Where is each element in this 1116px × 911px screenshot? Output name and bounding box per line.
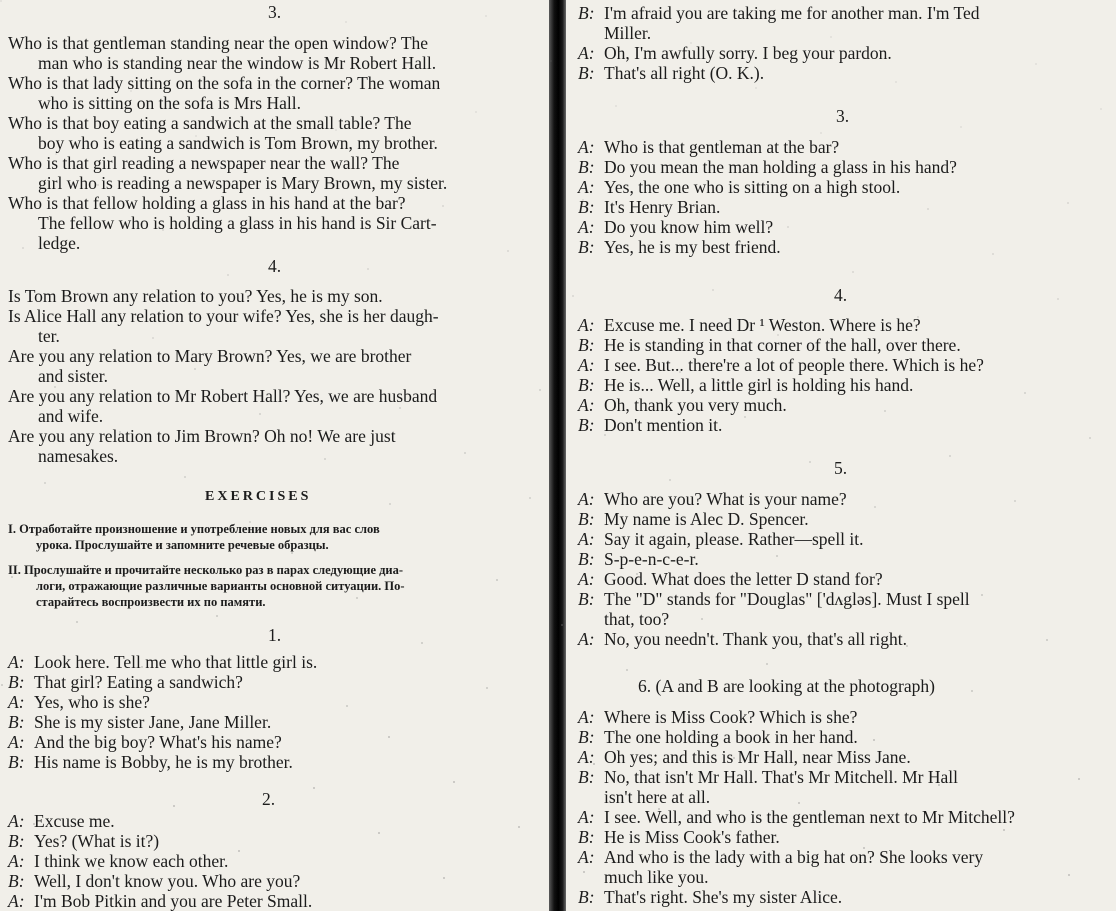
section-number-3: 3. <box>268 2 282 22</box>
dialogue-line <box>578 609 669 629</box>
dialogue-text: And the big boy? What's his name? <box>34 732 282 752</box>
dialogue-text: And who is the lady with a big hat on? She looks very <box>604 847 984 867</box>
scan-speckle <box>615 105 617 107</box>
book-spine-gutter <box>549 0 566 911</box>
dialogue-text: I see. But... there're a lot of people there. Which is he? <box>604 355 984 375</box>
scan-speckle <box>162 229 164 231</box>
scan-speckle <box>1100 108 1102 110</box>
scan-speckle <box>1089 437 1091 439</box>
scan-speckle <box>529 497 531 499</box>
scan-speckle <box>335 129 337 131</box>
dialogue-text: Oh, thank you very much. <box>604 395 787 415</box>
scan-speckle <box>873 739 875 741</box>
dialogue-text: Oh, I'm awfully sorry. I beg your pardon. <box>604 43 892 63</box>
scan-speckle <box>766 663 768 665</box>
speaker-label: A: <box>8 851 25 871</box>
dialogue-text: The one holding a book in her hand. <box>604 727 858 747</box>
speaker-label: B: <box>8 752 25 772</box>
dialogue-text: Miller. <box>604 23 652 43</box>
dialogue-line <box>578 707 857 727</box>
scan-speckle <box>485 15 487 17</box>
text-line: Who is that fellow holding a glass in his hand at the bar? <box>8 193 406 213</box>
text-line: and wife. <box>38 406 104 426</box>
dialogue-line <box>8 732 282 752</box>
scan-speckle <box>809 461 811 463</box>
dialogue-line <box>578 335 961 355</box>
speaker-label: B: <box>578 415 595 435</box>
dialogue-line <box>578 787 710 807</box>
dialogue-line <box>578 63 764 83</box>
scan-speckle <box>874 506 876 508</box>
scan-speckle <box>44 482 46 484</box>
text-line: Who is that girl reading a newspaper near the wall? The <box>8 153 400 173</box>
dialogue-text: Well, I don't know you. Who are you? <box>34 871 301 891</box>
speaker-label: B: <box>578 727 595 747</box>
scan-speckle <box>712 289 714 291</box>
speaker-label: A: <box>578 529 595 549</box>
right-page <box>566 0 1116 911</box>
scan-speckle <box>399 407 401 409</box>
text-line: Is Tom Brown any relation to you? Yes, he is my son. <box>8 286 383 306</box>
text-line: Who is that lady sitting on the sofa in the corner? The woman <box>8 73 441 93</box>
dialogue-line <box>8 652 317 672</box>
text-line: namesakes. <box>38 446 119 466</box>
scan-speckle <box>1057 298 1059 300</box>
dialogue-line <box>578 847 983 867</box>
section-number-4: 4. <box>268 256 282 276</box>
dialogue-line <box>578 629 907 649</box>
text-line: who is sitting on the sofa is Mrs Hall. <box>38 93 301 113</box>
scan-speckle <box>227 274 229 276</box>
dialogue-line <box>8 712 271 732</box>
speaker-label: B: <box>578 237 595 257</box>
scan-speckle <box>496 579 498 581</box>
scan-speckle <box>442 205 444 207</box>
scan-speckle <box>249 521 251 523</box>
scan-speckle <box>798 802 800 804</box>
dialogue-line <box>8 871 300 891</box>
scan-speckle <box>248 742 250 744</box>
scan-speckle <box>1003 829 1005 831</box>
dialogue-text: Yes, who is she? <box>34 692 150 712</box>
scan-speckle <box>108 760 110 762</box>
speaker-label: B: <box>578 887 595 907</box>
scan-speckle <box>173 805 175 807</box>
scan-speckle <box>927 208 929 210</box>
scan-speckle <box>98 868 100 870</box>
scan-speckle <box>981 594 983 596</box>
scan-speckle <box>453 781 455 783</box>
dialogue-line <box>578 549 699 569</box>
dialogue-line <box>578 395 787 415</box>
scan-speckle <box>701 618 703 620</box>
dialogue-text: I see. Well, and who is the gentleman next to Mr Mitchell? <box>604 807 1015 827</box>
speaker-label: A: <box>578 43 595 63</box>
speaker-label: B: <box>578 549 595 569</box>
scan-speckle <box>1014 500 1016 502</box>
dialogue-text: My name is Alec D. Spencer. <box>604 509 809 529</box>
dialogue-line <box>578 137 839 157</box>
speaker-label: B: <box>578 63 595 83</box>
text-line: ter. <box>38 326 60 346</box>
scan-speckle <box>970 18 972 20</box>
speaker-label: A: <box>578 629 595 649</box>
scan-speckle <box>367 268 369 270</box>
speaker-label: B: <box>578 3 595 23</box>
dialogue-line <box>578 237 781 257</box>
scan-speckle <box>313 787 315 789</box>
scan-speckle <box>777 334 779 336</box>
speaker-label: A: <box>578 807 595 827</box>
scan-speckle <box>1067 202 1069 204</box>
dialogue-text: No, you needn't. Thank you, that's all right. <box>604 629 907 649</box>
scan-speckle <box>593 763 595 765</box>
speaker-label: A: <box>578 355 595 375</box>
dialogue-text: The "D" stands for "Douglas" ['dʌgləs]. Must I spell <box>604 589 970 609</box>
scan-speckle <box>194 368 196 370</box>
scan-speckle <box>464 452 466 454</box>
scan-speckle <box>119 431 121 433</box>
dialogue-line <box>578 867 709 887</box>
scan-speckle <box>65 45 67 47</box>
dialogue-line <box>578 23 651 43</box>
exercise-2-line-1: II. Прослушайте и прочитайте несколько раз в парах следующие диа- <box>8 563 404 577</box>
scan-speckle <box>281 660 283 662</box>
scan-speckle <box>518 826 520 828</box>
dialogue-line <box>578 157 957 177</box>
text-line: ledge. <box>38 233 81 253</box>
dialogue-text: That's all right (O. K.). <box>604 63 765 83</box>
dialogue-text: Yes, he is my best friend. <box>604 237 781 257</box>
dialogue-text: Where is Miss Cook? Which is she? <box>604 707 858 727</box>
scan-speckle <box>938 784 940 786</box>
dialogue-text: Excuse me. <box>34 811 115 831</box>
scan-speckle <box>507 250 509 252</box>
scan-speckle <box>658 808 660 810</box>
dialogue-text: Excuse me. I need Dr ¹ Weston. Where is he? <box>604 315 921 335</box>
dialogue-line <box>578 43 892 63</box>
exercise-1-line-2: урока. Прослушайте и запомните речевые образцы. <box>36 538 329 552</box>
speaker-label: B: <box>8 831 25 851</box>
speaker-label: B: <box>578 509 595 529</box>
scan-speckle <box>582 199 584 201</box>
scan-speckle <box>345 21 347 23</box>
scan-speckle <box>195 135 197 137</box>
dialogue-line <box>578 315 921 335</box>
dialogue-text: She is my sister Jane, Jane Miller. <box>34 712 272 732</box>
dialogue-line <box>578 217 773 237</box>
scan-speckle <box>0 0 2 2</box>
scan-speckle <box>302 223 304 225</box>
scan-speckle <box>388 736 390 738</box>
text-line: Are you any relation to Jim Brown? Oh no! We are just <box>8 426 396 446</box>
scan-speckle <box>820 132 822 134</box>
speaker-label: A: <box>578 747 595 767</box>
speaker-label: B: <box>8 672 25 692</box>
scan-speckle <box>87 292 89 294</box>
scan-speckle <box>152 337 154 339</box>
speaker-label: A: <box>578 569 595 589</box>
dialogue-line <box>8 752 293 772</box>
dialogue-text: Yes? (What is it?) <box>34 831 160 851</box>
speaker-label: B: <box>8 712 25 732</box>
scan-speckle <box>270 84 272 86</box>
dialogue-text: It's Henry Brian. <box>604 197 721 217</box>
scan-speckle <box>238 850 240 852</box>
dialogue-text: that, too? <box>604 609 670 629</box>
dialogue-line <box>578 197 720 217</box>
dialogue-line <box>578 589 970 609</box>
speaker-label: A: <box>8 692 25 712</box>
speaker-label: A: <box>578 395 595 415</box>
scan-speckle <box>151 570 153 572</box>
scan-speckle <box>291 552 293 554</box>
scan-speckle <box>54 386 56 388</box>
scan-speckle <box>184 476 186 478</box>
dialogue-number-4: 4. <box>834 285 848 305</box>
dialogue-text: That girl? Eating a sandwich? <box>34 672 243 692</box>
scan-speckle <box>324 458 326 460</box>
scan-speckle <box>604 434 606 436</box>
speaker-label: A: <box>8 652 25 672</box>
dialogue-line <box>8 692 150 712</box>
speaker-label: B: <box>578 197 595 217</box>
speaker-label: B: <box>578 589 595 609</box>
dialogue-text: That's right. She's my sister Alice. <box>604 887 843 907</box>
text-line: Are you any relation to Mr Robert Hall? Yes, we are husband <box>8 386 438 406</box>
dialogue-line <box>578 569 883 589</box>
scan-speckle <box>852 271 854 273</box>
dialogue-line <box>8 672 243 692</box>
text-line: Who is that boy eating a sandwich at the small table? The <box>8 113 412 133</box>
speaker-label: A: <box>578 847 595 867</box>
scan-speckle <box>432 313 434 315</box>
dialogue-number-6: 6. (A and B are looking at the photograph) <box>638 676 935 696</box>
dialogue-line <box>578 887 842 907</box>
dialogue-line <box>578 177 900 197</box>
scan-speckle <box>1046 639 1048 641</box>
dialogue-line <box>578 827 780 847</box>
speaker-label: B: <box>578 375 595 395</box>
dialogue-text: I'm afraid you are taking me for another man. I'm Ted <box>604 3 980 23</box>
scan-speckle <box>626 669 628 671</box>
scan-speckle <box>259 413 261 415</box>
scan-speckle <box>76 621 78 623</box>
scan-speckle <box>205 39 207 41</box>
speaker-label: B: <box>578 157 595 177</box>
speaker-label: A: <box>578 177 595 197</box>
scan-speckle <box>776 555 778 557</box>
scan-speckle <box>917 316 919 318</box>
scan-speckle <box>679 371 681 373</box>
scan-speckle <box>992 253 994 255</box>
scan-speckle <box>11 576 13 578</box>
text-line: Are you any relation to Mary Brown? Yes, we are brother <box>8 346 412 366</box>
scan-speckle <box>378 832 380 834</box>
scan-speckle <box>475 111 477 113</box>
dialogue-text: He is... Well, a little girl is holding his hand. <box>604 375 914 395</box>
dialogue-line <box>578 529 864 549</box>
scan-speckle <box>1078 778 1080 780</box>
scan-speckle <box>884 410 886 412</box>
dialogue-text: Do you mean the man holding a glass in his hand? <box>604 157 957 177</box>
scan-speckle <box>389 503 391 505</box>
dialogue-text: Say it again, please. Rather—spell it. <box>604 529 864 549</box>
dialogue-text: He is Miss Cook's father. <box>604 827 780 847</box>
dialogue-line <box>8 851 228 871</box>
exercise-1-line-1: I. Отработайте произношение и употребление новых для вас слов <box>8 522 380 536</box>
scan-speckle <box>949 455 951 457</box>
scan-speckle <box>356 597 358 599</box>
scan-speckle <box>636 573 638 575</box>
dialogue-line <box>578 767 958 787</box>
scan-speckle <box>421 642 423 644</box>
scan-speckle <box>583 871 585 873</box>
speaker-label: A: <box>578 137 595 157</box>
left-page <box>0 0 550 911</box>
scan-speckle <box>787 226 789 228</box>
scan-speckle <box>539 389 541 391</box>
scan-speckle <box>346 705 348 707</box>
scan-speckle <box>733 757 735 759</box>
scan-speckle <box>561 624 563 626</box>
scan-speckle <box>1 684 3 686</box>
speaker-label: B: <box>8 871 25 891</box>
scan-speckle <box>130 90 132 92</box>
scan-speckle <box>830 36 832 38</box>
scan-speckle <box>669 479 671 481</box>
speaker-label: A: <box>8 891 25 911</box>
scan-speckle <box>690 42 692 44</box>
scan-speckle <box>443 877 445 879</box>
text-line: Who is that gentleman standing near the open window? The <box>8 33 429 53</box>
dialogue-number-2: 2. <box>262 789 276 809</box>
scan-speckle <box>863 847 865 849</box>
dialogue-text: isn't here at all. <box>604 787 711 807</box>
scan-speckle <box>410 66 412 68</box>
dialogue-number-3: 3. <box>836 106 850 126</box>
text-line: The fellow who is holding a glass in his hand is Sir Cart- <box>38 213 437 233</box>
scan-speckle <box>141 666 143 668</box>
dialogue-text: Oh yes; and this is Mr Hall, near Miss Jane. <box>604 747 911 767</box>
scan-speckle <box>895 81 897 83</box>
speaker-label: A: <box>8 811 25 831</box>
dialogue-line <box>578 355 984 375</box>
dialogue-text: Don't mention it. <box>604 415 723 435</box>
dialogue-line <box>578 747 911 767</box>
dialogue-text: His name is Bobby, he is my brother. <box>34 752 293 772</box>
dialogue-number-1: 1. <box>268 625 282 645</box>
dialogue-line <box>8 811 115 831</box>
exercises-heading: EXERCISES <box>205 489 312 504</box>
scan-speckle <box>723 853 725 855</box>
dialogue-text: Do you know him well? <box>604 217 774 237</box>
dialogue-line <box>578 3 980 23</box>
speaker-label: B: <box>578 767 595 787</box>
scan-speckle <box>216 615 218 617</box>
dialogue-line <box>578 727 858 747</box>
scan-speckle <box>572 295 574 297</box>
text-line: Is Alice Hall any relation to your wife? Yes, she is her daugh- <box>8 306 439 326</box>
dialogue-text: No, that isn't Mr Hall. That's Mr Mitchell. Mr Hall <box>604 767 958 787</box>
dialogue-number-5: 5. <box>834 458 848 478</box>
scan-speckle <box>971 690 973 692</box>
exercise-2-line-2: логи, отражающие различные варианты основной ситуации. По- <box>36 579 405 593</box>
scan-speckle <box>744 416 746 418</box>
dialogue-text: I think we know each other. <box>34 851 229 871</box>
scan-speckle <box>841 600 843 602</box>
scan-speckle <box>292 319 294 321</box>
scan-speckle <box>55 153 57 155</box>
scan-speckle <box>97 184 99 186</box>
scan-speckle <box>486 687 488 689</box>
speaker-label: A: <box>578 217 595 237</box>
text-line: boy who is eating a sandwich is Tom Brown, my brother. <box>38 133 438 153</box>
dialogue-text: Who is that gentleman at the bar? <box>604 137 840 157</box>
dialogue-text: He is standing in that corner of the hall, over there. <box>604 335 961 355</box>
scan-speckle <box>906 645 908 647</box>
scan-speckle <box>1035 63 1037 65</box>
dialogue-text: Good. What does the letter D stand for? <box>604 569 883 589</box>
dialogue-text: Yes, the one who is sitting on a high stool. <box>604 177 901 197</box>
scan-speckle <box>647 244 649 246</box>
dialogue-line <box>8 831 159 851</box>
speaker-label: A: <box>8 732 25 752</box>
scan-speckle <box>22 247 24 249</box>
speaker-label: A: <box>578 489 595 509</box>
scan-speckle <box>1068 874 1070 876</box>
text-line: and sister. <box>38 366 108 386</box>
dialogue-line <box>578 509 809 529</box>
speaker-label: A: <box>578 707 595 727</box>
dialogue-line <box>8 891 312 911</box>
scan-speckle <box>1024 392 1026 394</box>
dialogue-line <box>578 489 847 509</box>
dialogue-text: Who are you? What is your name? <box>604 489 847 509</box>
dialogue-line <box>578 375 913 395</box>
dialogue-text: I'm Bob Pitkin and you are Peter Small. <box>34 891 313 911</box>
dialogue-text: Look here. Tell me who that little girl is. <box>34 652 318 672</box>
dialogue-text: much like you. <box>604 867 709 887</box>
dialogue-line <box>578 415 722 435</box>
speaker-label: B: <box>578 827 595 847</box>
scan-speckle <box>755 87 757 89</box>
dialogue-line <box>578 807 1015 827</box>
scan-speckle <box>33 823 35 825</box>
speaker-label: B: <box>578 335 595 355</box>
scan-speckle <box>960 126 962 128</box>
exercise-2-line-3: старайтесь воспроизвести их по памяти. <box>36 595 266 609</box>
text-line: man who is standing near the window is Mr Robert Hall. <box>38 53 437 73</box>
speaker-label: A: <box>578 315 595 335</box>
text-line: girl who is reading a newspaper is Mary Brown, my sister. <box>38 173 448 193</box>
scan-speckle <box>680 150 682 152</box>
scan-speckle <box>550 60 552 62</box>
dialogue-text: S-p-e-n-c-e-r. <box>604 549 699 569</box>
